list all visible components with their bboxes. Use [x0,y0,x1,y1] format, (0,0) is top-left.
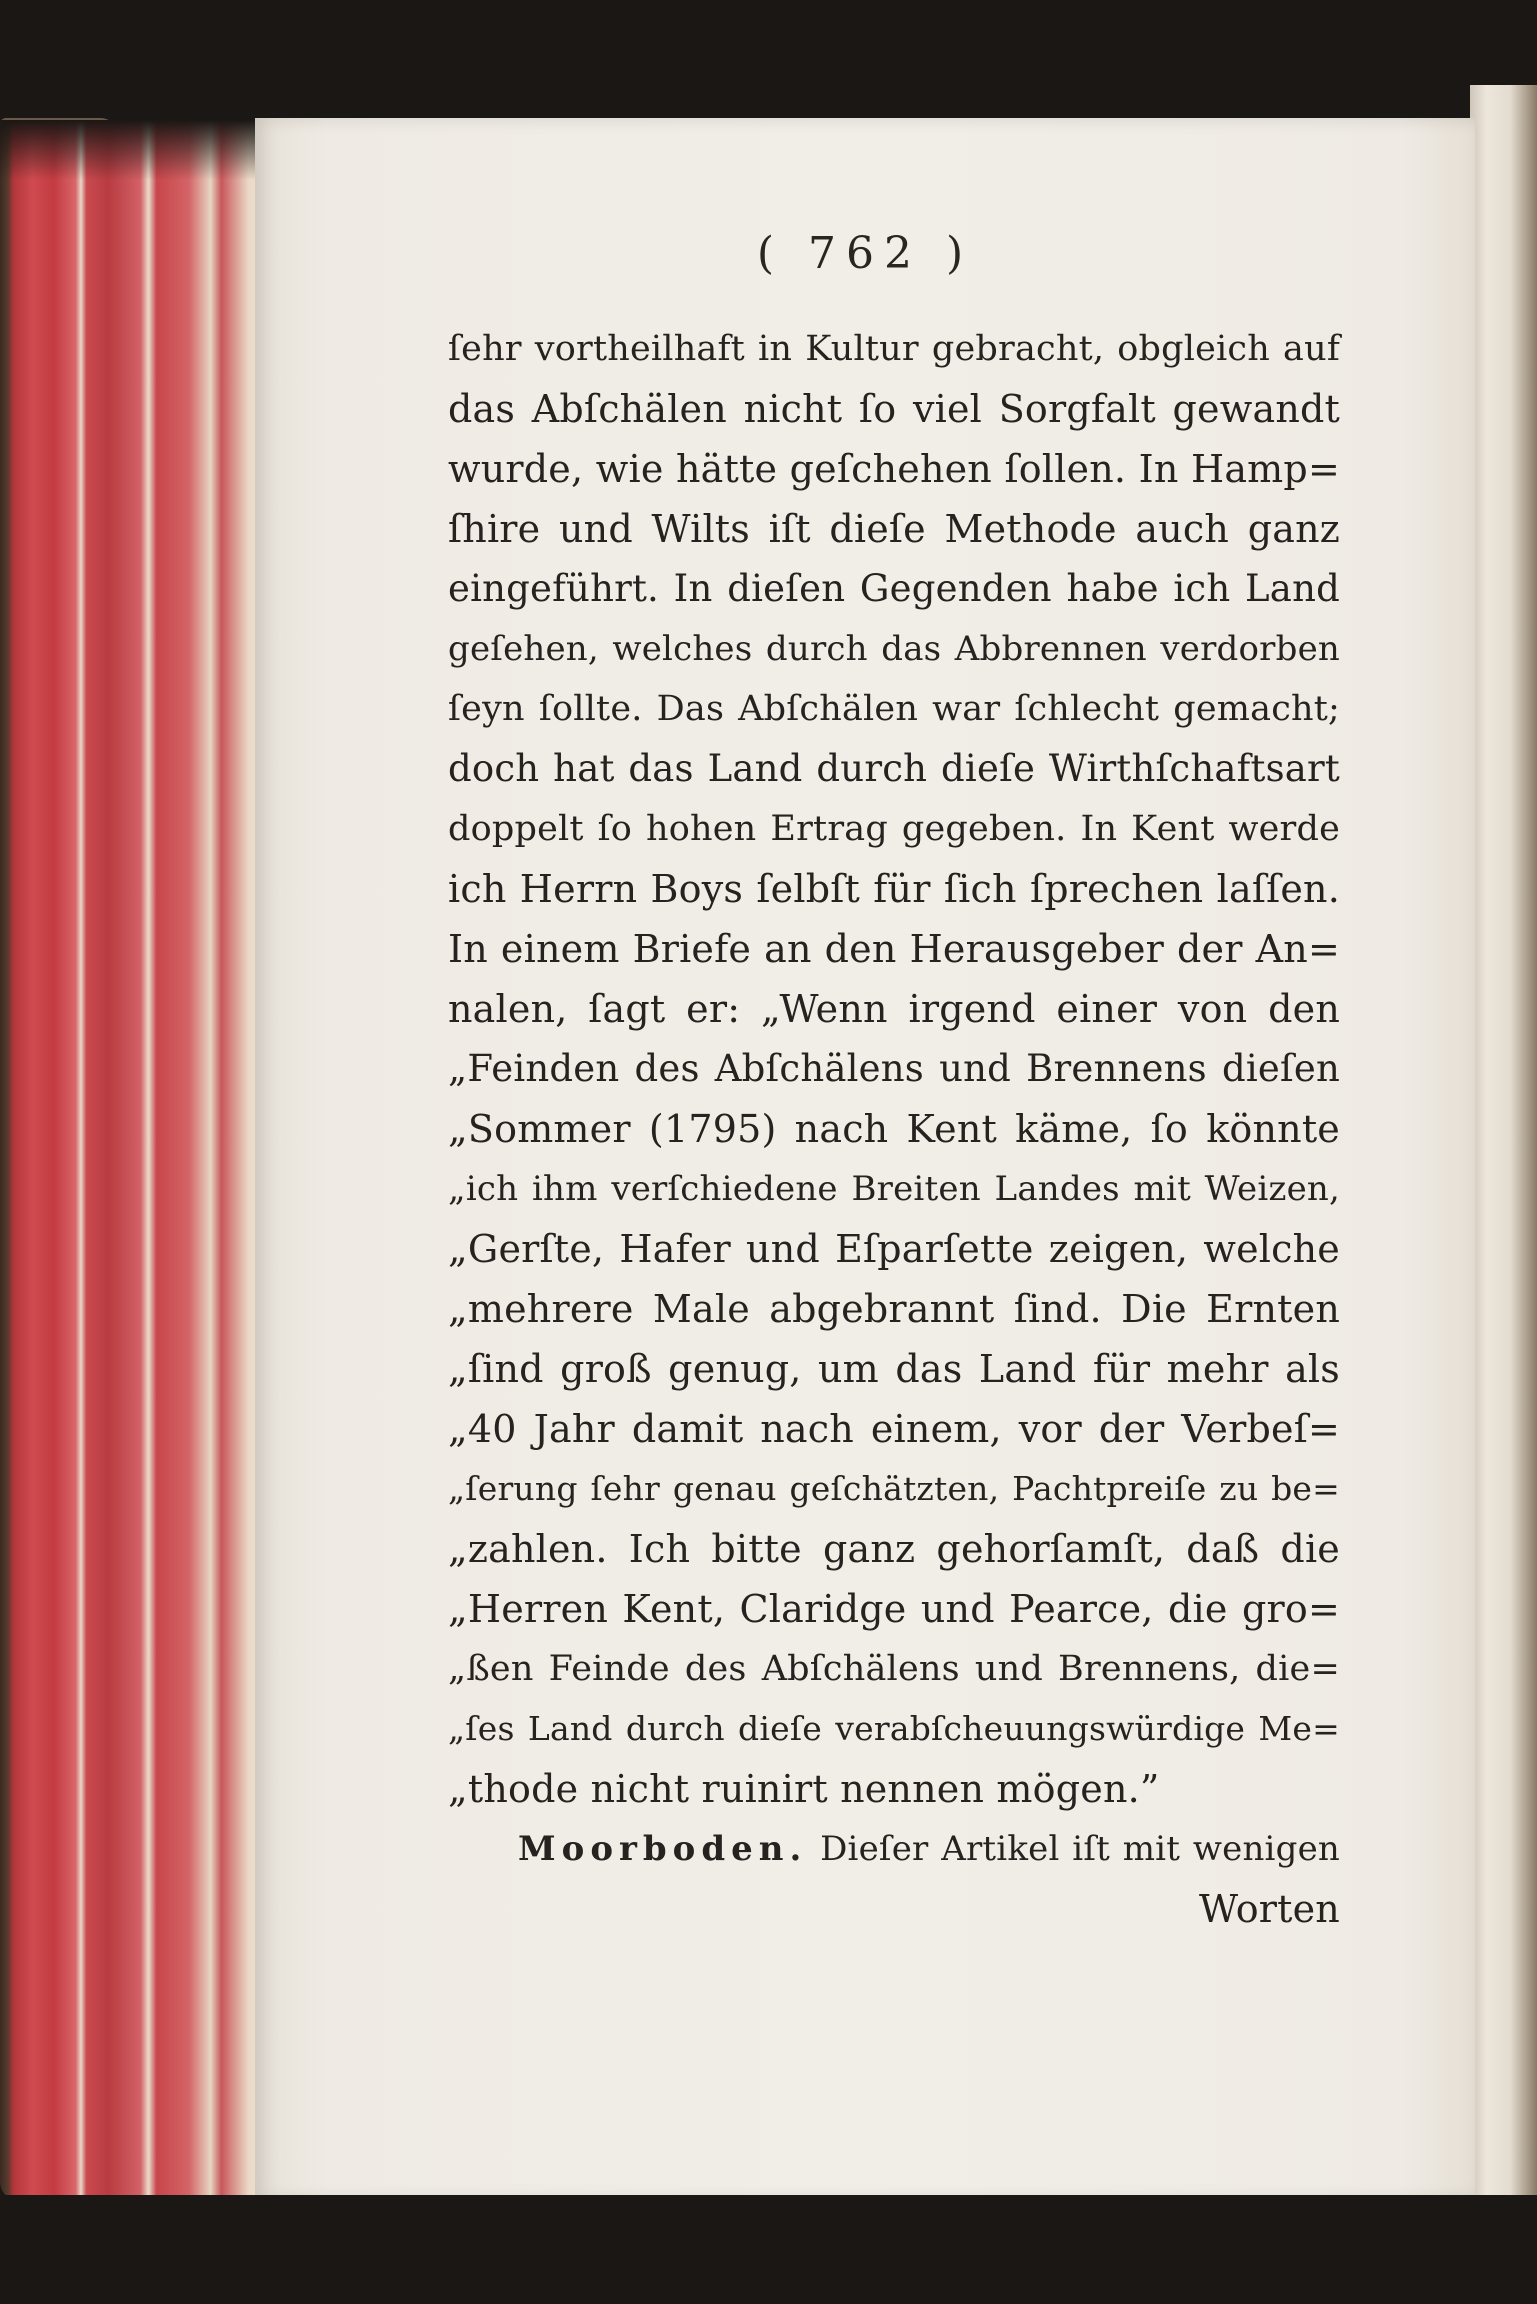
facing-page-edge [1470,85,1537,2235]
text-line: „ßen Feinde des Abſchälens und Brennens, die= [448,1649,1340,1689]
text-line: ich Herrn Boys ſelbſt für ſich ſprechen laſſen. [448,867,1340,911]
text-line: wurde, wie hätte geſchehen ſollen. In Hamp= [448,447,1340,491]
section-heading: Moorboden. [518,1829,808,1869]
text-line: doch hat das Land durch dieſe Wirthſchaftsart [448,747,1340,790]
text-line: ſeyn ſollte. Das Abſchälen war ſchlecht gemacht; [448,689,1340,729]
text-line: ſhire und Wilts iſt dieſe Methode auch ganz [448,507,1340,551]
text-line: „Herren Kent, Claridge und Pearce, die gro= [448,1587,1340,1631]
section-text: Dieſer Artikel iſt mit wenigen [820,1829,1340,1869]
page-edges [0,120,270,2200]
text-line: nalen, ſagt er: „Wenn irgend einer von den [448,987,1340,1031]
text-line: „ich ihm verſchiedene Breiten Landes mit Weizen, [448,1169,1340,1209]
text-line: ſehr vortheilhaft in Kultur gebracht, obgleich auf [448,329,1340,369]
text-line: „40 Jahr damit nach einem, vor der Verbeſ= [448,1407,1340,1451]
page-number: ( 762 ) [756,228,974,279]
text-line: „ſes Land durch dieſe verabſcheuungswürdige Me= [448,1709,1340,1748]
text-line: „ſerung ſehr genau geſchätzten, Pachtpreiſe zu be= [448,1469,1340,1508]
text-line: „ſind groß genug, um das Land für mehr als [448,1347,1340,1391]
text-line: „Gerſte, Hafer und Eſparſette zeigen, welche [448,1227,1340,1271]
background [0,2195,1537,2304]
text-line: „Feinden des Abſchälens und Brennens dieſen [448,1047,1340,1090]
text-line: „mehrere Male abgebrannt ſind. Die Ernten [448,1287,1340,1331]
text-line: „thode nicht ruinirt nennen mögen.” [448,1767,1160,1811]
text-line: In einem Briefe an den Herausgeber der An= [448,927,1340,971]
text-line: eingeführt. In dieſen Gegenden habe ich Land [448,567,1340,610]
text-line: „Sommer (1795) nach Kent käme, ſo könnte [448,1107,1340,1151]
text-line: „zahlen. Ich bitte ganz gehorſamſt, daß die [448,1527,1340,1571]
section-line [518,1823,1340,1875]
catchword: Worten [1199,1887,1340,1931]
text-line: doppelt ſo hohen Ertrag gegeben. In Kent werde [448,809,1340,849]
text-line: geſehen, welches durch das Abbrennen verdorben [448,629,1340,669]
text-line: das Abſchälen nicht ſo viel Sorgfalt gewandt [448,387,1340,431]
